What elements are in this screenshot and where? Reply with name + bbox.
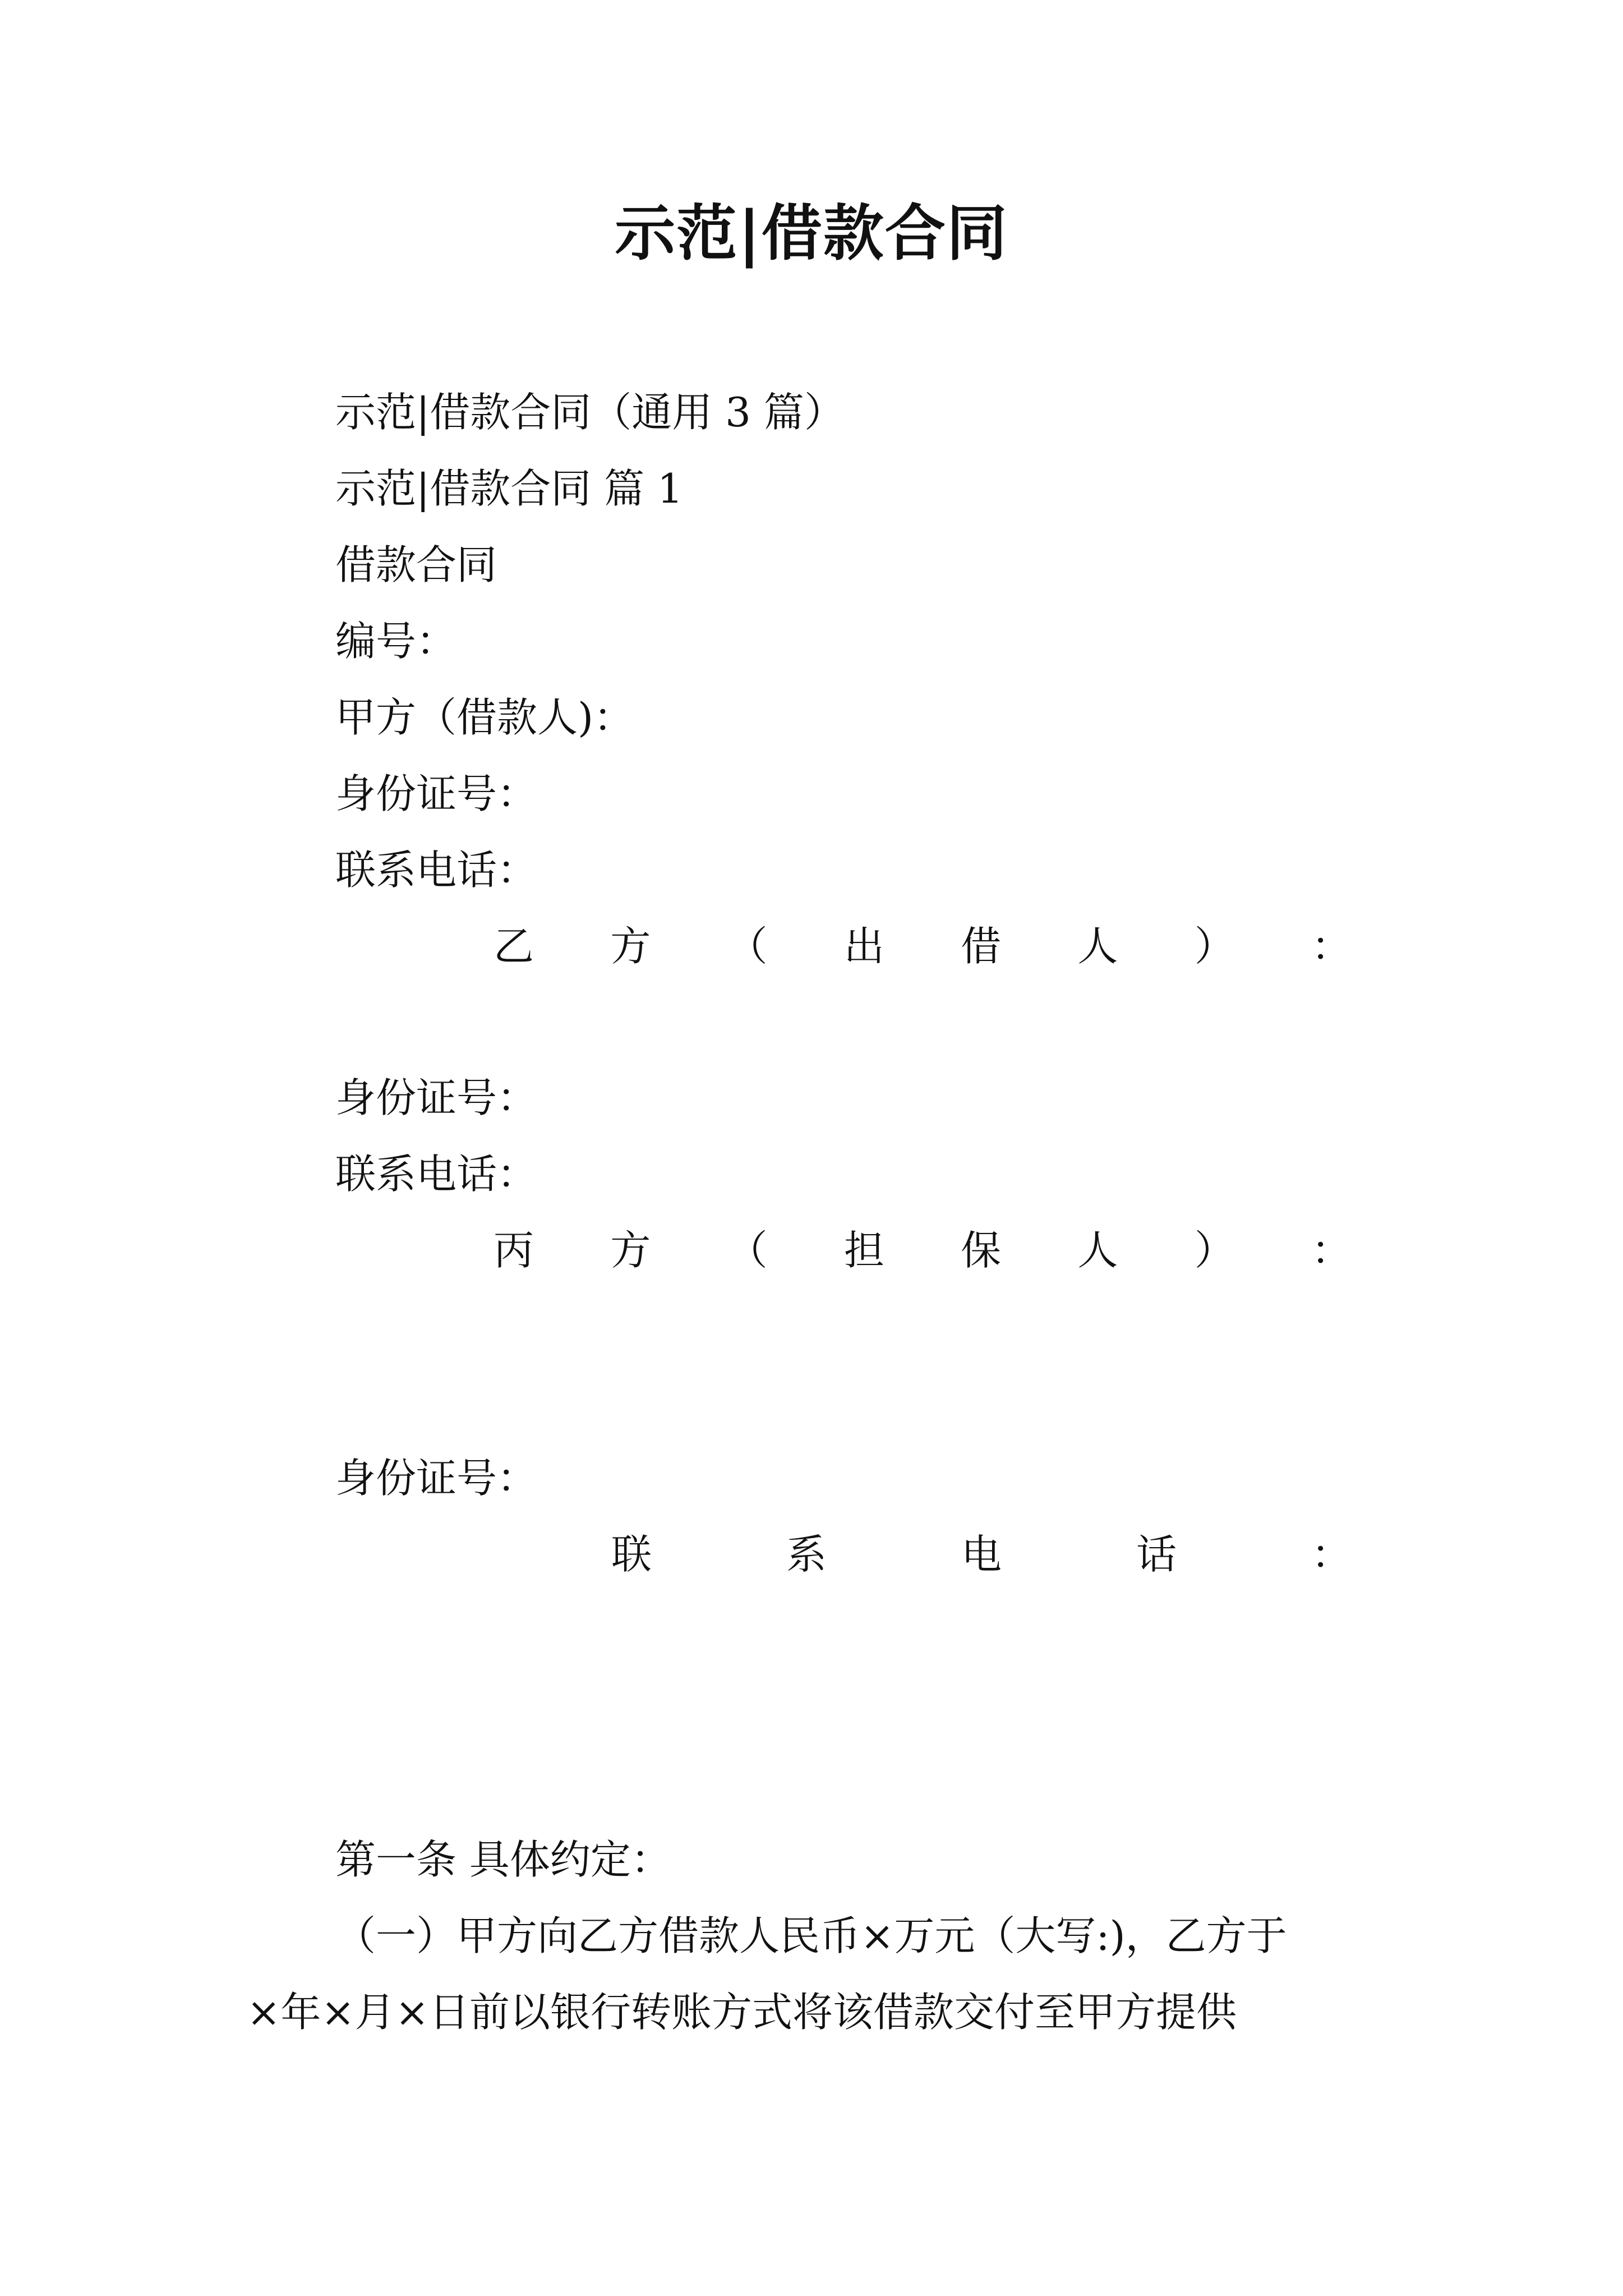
party-c-char: 丙 — [494, 1227, 534, 1274]
party-c-char: 人 — [1077, 1227, 1118, 1274]
party-c-char: 保 — [961, 1227, 1002, 1274]
party-a-label: 甲方（借款人)： — [335, 694, 634, 741]
party-c-char: ： — [1311, 1227, 1352, 1274]
document-heading: 示范|借款合同（通用 3 篇） — [335, 389, 845, 436]
section-heading: 示范|借款合同 篇 1 — [335, 465, 683, 512]
party-b-phone-label: 联系电话： — [335, 1151, 538, 1198]
clause-1-line-1: （一）甲方向乙方借款人民币×万元（大写:)，乙方于 — [335, 1912, 1287, 1959]
party-c-char: 担 — [843, 1227, 884, 1274]
party-b-char: （ — [727, 923, 768, 970]
party-c-char: （ — [727, 1227, 768, 1274]
party-a-id-label: 身份证号： — [335, 770, 538, 817]
party-b-char: ： — [1311, 923, 1352, 970]
party-c-phone-char: 系 — [786, 1531, 827, 1578]
party-b-label — [494, 921, 1352, 972]
party-c-phone-char: 联 — [611, 1531, 652, 1578]
contract-title: 借款合同 — [335, 541, 497, 588]
contract-number-label: 编号： — [335, 618, 457, 665]
party-b-id-label: 身份证号： — [335, 1074, 538, 1121]
party-c-phone-label — [611, 1529, 1352, 1580]
party-b-char: 方 — [610, 923, 651, 970]
party-c-phone-char: 话 — [1136, 1531, 1177, 1578]
party-b-char: 出 — [843, 923, 884, 970]
party-b-char: 乙 — [494, 923, 534, 970]
party-c-phone-char: 电 — [961, 1531, 1002, 1578]
party-c-label — [494, 1225, 1352, 1276]
article-one-heading: 第一条 具体约定： — [335, 1836, 671, 1883]
party-c-id-label: 身份证号： — [335, 1455, 538, 1502]
clause-1-line-2: ×年×月×日前以银行转账方式将该借款交付至甲方提供 — [247, 1989, 1237, 2036]
party-b-char: 人 — [1077, 923, 1118, 970]
party-b-char: 借 — [961, 923, 1002, 970]
page-title: 示范|借款合同 — [615, 199, 1008, 269]
party-a-phone-label: 联系电话： — [335, 846, 538, 894]
party-b-char: ） — [1194, 923, 1235, 970]
party-c-phone-char: ： — [1311, 1531, 1352, 1578]
party-c-char: ） — [1194, 1227, 1235, 1274]
party-c-char: 方 — [610, 1227, 651, 1274]
